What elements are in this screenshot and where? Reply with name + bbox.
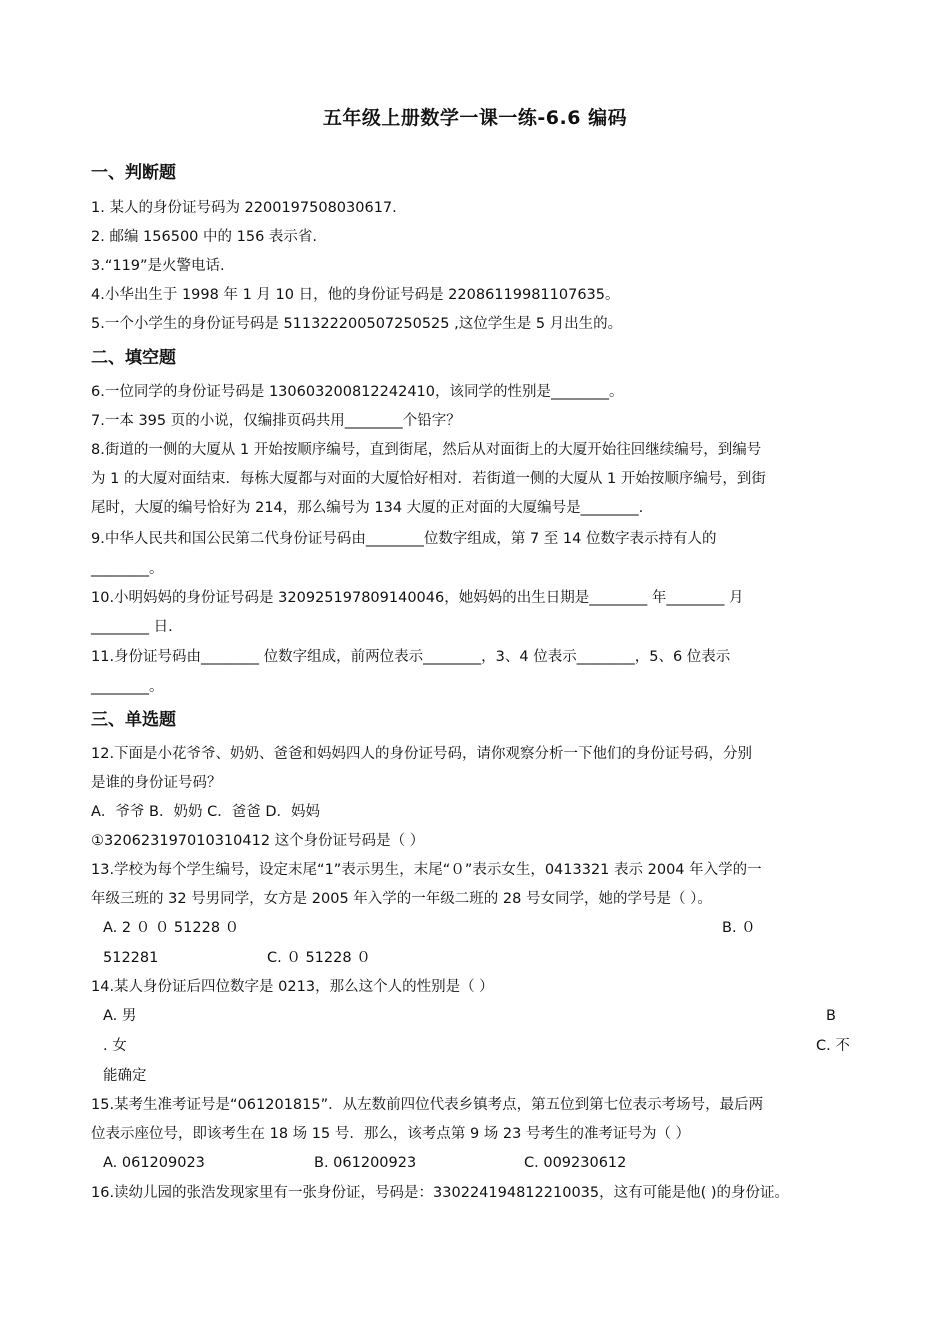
question-4: 4.小华出生于 1998 年 1 月 10 日，他的身份证号码是 22086119981107635。 [91, 287, 620, 303]
question-8-line-3: 尾时，大厦的编号恰好为 214，那么编号为 134 大厦的正对面的大厦编号是________. [91, 500, 644, 516]
question-9-line-2: ________。 [91, 561, 164, 577]
question-15-line-1: 15.某考生准考证号是“061201815”．从左数前四位代表乡镇考点，第五位到第七位表示考场号，最后两 [91, 1097, 764, 1113]
question-13-option-c: C. ０ 51228 ０ [267, 950, 371, 966]
question-11-line-2: ________。 [91, 679, 164, 695]
question-13-option-b-cont: 512281 [103, 950, 159, 966]
question-2: 2. 邮编 156500 中的 156 表示省. [91, 229, 318, 245]
question-16: 16.读幼儿园的张浩发现家里有一张身份证，号码是：330224194812210035，这有可能是他( )的身份证。 [91, 1185, 790, 1201]
section-heading-judge: 一、判断题 [91, 163, 176, 183]
question-14-option-b-text: . 女 [103, 1038, 127, 1054]
question-8-line-1: 8.街道的一侧的大厦从 1 开始按顺序编号，直到街尾，然后从对面街上的大厦开始往回继续编号，到编号 [91, 442, 762, 458]
question-1: 1. 某人的身份证号码为 2200197508030617. [91, 200, 397, 216]
question-9-line-1: 9.中华人民共和国公民第二代身份证号码由________位数字组成，第 7 至 14 位数字表示持有人的 [91, 531, 717, 547]
question-14-option-a: A. 男 [103, 1008, 137, 1024]
question-11-line-1: 11.身份证号码由________ 位数字组成，前两位表示________，3、4 位表示________，5、6 位表示 [91, 649, 731, 665]
question-12-sub-1: ①320623197010310412 这个身份证号码是（ ） [91, 833, 425, 849]
question-12-line-2: 是谁的身份证号码？ [91, 775, 222, 791]
question-8-line-2: 为 1 的大厦对面结束．每栋大厦都与对面的大厦恰好相对．若街道一侧的大厦从 1 开始按顺序编号，到街 [91, 471, 766, 487]
question-10-line-1: 10.小明妈妈的身份证号码是 320925197809140046，她妈妈的出生日期是________ 年________ 月 [91, 590, 744, 606]
section-heading-fill: 二、填空题 [91, 348, 176, 368]
question-10-line-2: ________ 日. [91, 619, 173, 635]
page-title: 五年级上册数学一课一练-6.6 编码 [322, 107, 628, 129]
question-14-option-c-cont: 能确定 [103, 1068, 147, 1084]
question-5: 5.一个小学生的身份证号码是 511322200507250525 ,这位学生是 5 月出生的。 [91, 316, 623, 332]
question-15-option-b: B. 061200923 [314, 1155, 417, 1171]
question-3: 3.“119”是火警电话. [91, 258, 225, 274]
question-14-option-b-label: B [826, 1008, 836, 1024]
question-13-option-a: A. 2 ０ ０ 51228 ０ [103, 920, 240, 936]
question-13-line-2: 年级三班的 32 号男同学，女方是 2005 年入学的一年级二班的 28 号女同学，她的学号是（ ）。 [91, 891, 712, 907]
question-13-option-b: B. ０ [722, 920, 756, 936]
question-14: 14.某人身份证后四位数字是 0213，那么这个人的性别是（ ） [91, 979, 494, 995]
question-15-option-a: A. 061209023 [103, 1155, 205, 1171]
question-15-option-c: C. 009230612 [524, 1155, 627, 1171]
question-12-line-1: 12.下面是小花爷爷、奶奶、爸爸和妈妈四人的身份证号码，请你观察分析一下他们的身份证号码，分别 [91, 746, 753, 762]
question-7: 7.一本 395 页的小说，仅编排页码共用________个铅字？ [91, 413, 461, 429]
question-15-line-2: 位表示座位号，即该考生在 18 场 15 号．那么，该考点第 9 场 23 号考生的准考证号为（ ） [91, 1126, 691, 1142]
question-14-option-c: C. 不 [816, 1038, 850, 1054]
section-heading-choice: 三、单选题 [91, 710, 176, 730]
question-13-line-1: 13.学校为每个学生编号，设定末尾“1”表示男生，末尾“０”表示女生，0413321 表示 2004 年入学的一 [91, 862, 762, 878]
question-12-options: A．爷爷 B．奶奶 C．爸爸 D．妈妈 [91, 804, 320, 820]
question-6: 6.一位同学的身份证号码是 130603200812242410，该同学的性别是________。 [91, 384, 624, 400]
